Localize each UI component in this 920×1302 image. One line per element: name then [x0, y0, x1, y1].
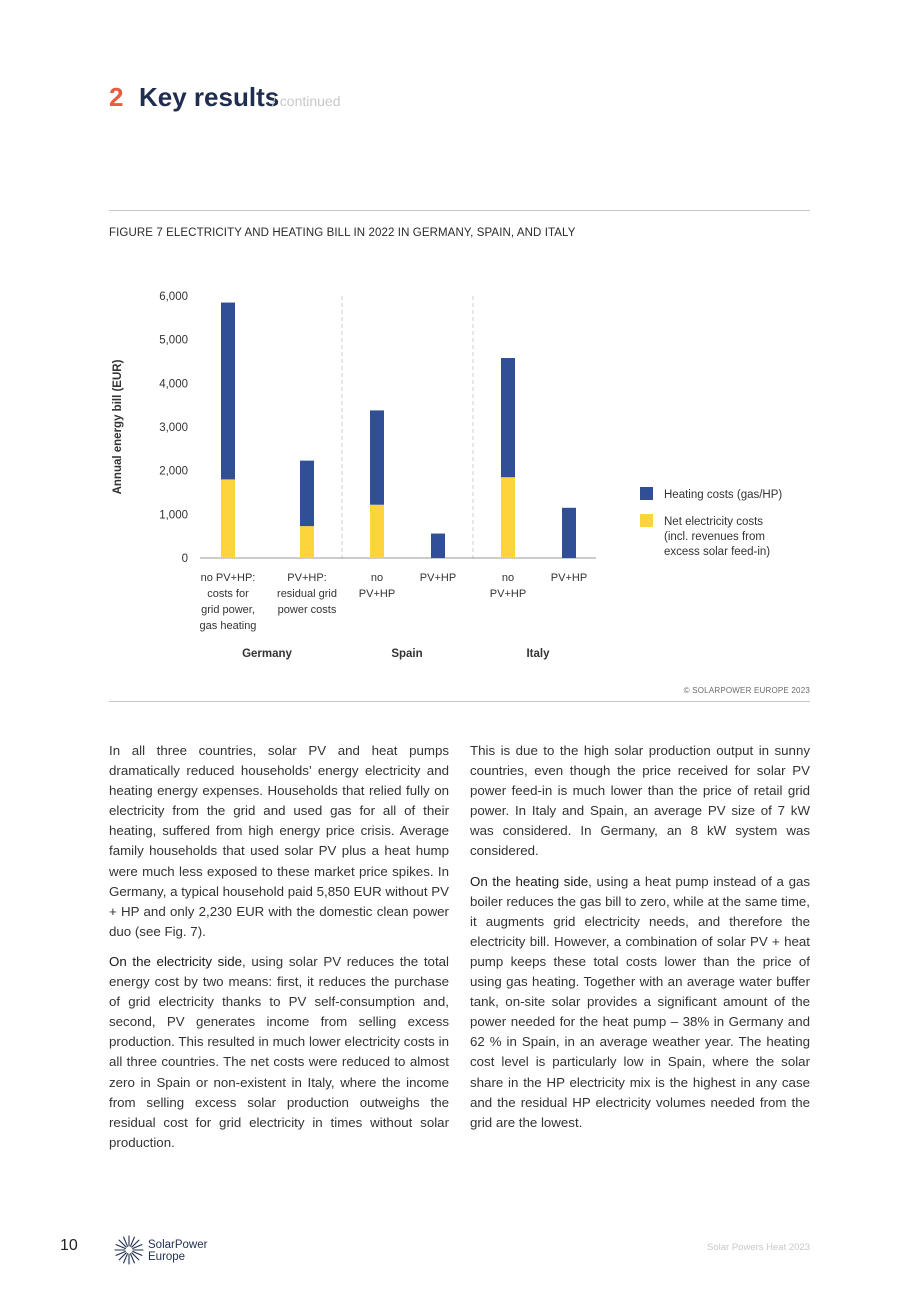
x-tick-label: costs for: [207, 588, 249, 600]
paragraph-3: [470, 741, 810, 862]
bar-heating: [370, 410, 384, 504]
x-tick-label: no PV+HP:: [200, 572, 256, 584]
body-column-left: [109, 741, 449, 1163]
figure-bottom-rule: [109, 701, 810, 702]
paragraph-2-text: , using solar PV reduces the total energy cost by two means: first, it reduces the purchase of grid electricity thanks to PV self-consumption and, second, PV generates income from selling excess production. This resulted in much lower electricity costs in all three countries. The net costs were reduced to almost zero in Spain or non-existent in Italy, where the income from selling excess solar production outweighs the residual cost for grid electricity in times without solar production.: [109, 953, 449, 1150]
y-tick-label: 3,000: [159, 422, 188, 434]
legend-label: excess solar feed-in): [664, 546, 771, 558]
bar-heating: [562, 508, 576, 558]
logo-line-2: Europe: [148, 1251, 186, 1263]
paragraph-4: [470, 872, 810, 1133]
bar-net-electricity: [221, 479, 235, 558]
paragraph-1: [109, 741, 449, 942]
x-tick-label: PV+HP:: [287, 572, 327, 584]
paragraph-4-text: , using a heat pump instead of a gas boiler reduces the gas bill to zero, while at the same time, it augments grid electricity needs, and therefore the electricity bill. However, a combination of solar PV + heat pump keeps these total costs lower than the price of using gas heating. Together with an average water buffer tank, on-site solar provides a significant amount of the power needed for the heat pump – 38% in Germany and 62 % in Spain, in an average weather year. The heating cost level is particularly low in Spain, where the solar share in the HP electricity mix is the highest in any case and the residual HP electricity volumes needed from the grid are the lowest.: [470, 873, 811, 1130]
paragraph-1-text: In all three countries, solar PV and heat pumps dramatically reduced households’ energy electricity and heating energy expenses. Households that relied fully on electricity from the grid and used gas for all of their heating, suffered from high energy price crisis. Average family households that used solar PV plus a heat hump were much less exposed to these market price spikes. In Germany, a typical household paid 5,850 EUR without PV + HP and only 2,230 EUR with the domestic clean power duo (see Fig. 7).: [109, 743, 449, 939]
x-tick-label: power costs: [277, 604, 337, 616]
section-continued-label: / continued: [272, 93, 341, 109]
bar-heating: [300, 461, 314, 526]
section-title: Key results: [139, 82, 280, 112]
group-label: Spain: [391, 648, 423, 660]
figure-label: FIGURE 7: [109, 227, 163, 239]
body-column-right: [470, 741, 810, 1143]
paragraph-4-lead: On the heating side: [470, 873, 589, 889]
paragraph-3-text: This is due to the high solar production output in sunny countries, even though the price received for solar PV power feed-in is much lower than the price of retail grid power. In Italy and Spain, an average PV size of 7 kW was considered. In Germany, an 8 kW system was considered.: [470, 743, 810, 859]
figure-caption: ELECTRICITY AND HEATING BILL IN 2022 IN GERMANY, SPAIN, AND ITALY: [166, 227, 576, 239]
x-tick-label: gas heating: [199, 620, 257, 632]
x-tick-label: no: [370, 572, 384, 584]
x-tick-label: PV+HP: [419, 572, 457, 584]
y-tick-label: 4,000: [159, 378, 188, 391]
group-label: Germany: [242, 648, 292, 660]
bar-heating: [501, 358, 515, 477]
section-number: 2: [109, 82, 124, 112]
logo-line-1: SolarPower: [148, 1239, 208, 1251]
x-tick-label: residual grid: [277, 588, 337, 600]
x-tick-label: PV+HP: [358, 588, 396, 600]
x-tick-label: PV+HP: [489, 588, 527, 600]
x-tick-label: grid power,: [201, 604, 255, 616]
figure-copyright: © SOLARPOWER EUROPE 2023: [683, 686, 810, 695]
x-tick-label: PV+HP: [550, 572, 588, 584]
paragraph-2-lead: On the electricity side: [109, 953, 243, 969]
legend-label: Heating costs (gas/HP): [664, 489, 783, 501]
y-tick-label: 6,000: [159, 291, 188, 303]
bar-net-electricity: [370, 505, 384, 558]
y-tick-label: 5,000: [159, 334, 188, 347]
x-tick-label: no: [501, 572, 515, 584]
y-axis-label: Annual energy bill (EUR): [112, 359, 124, 495]
logo-wordmark: [148, 1239, 207, 1263]
publication-title: Solar Powers Heat 2023: [707, 1242, 810, 1253]
y-tick-label: 2,000: [159, 465, 188, 478]
bar-heating: [431, 534, 445, 558]
group-label: Italy: [526, 648, 550, 660]
legend-label: Net electricity costs: [664, 516, 764, 528]
bar-heating: [221, 303, 235, 480]
legend-swatch: [640, 514, 653, 527]
bar-net-electricity: [300, 526, 314, 558]
y-tick-label: 1,000: [159, 509, 188, 522]
paragraph-2: [109, 952, 449, 1153]
solarpower-logo-icon: [114, 1234, 144, 1266]
legend-label: (incl. revenues from: [664, 531, 765, 543]
page-number: 10: [60, 1237, 78, 1254]
y-tick-label: 0: [181, 553, 188, 565]
legend-swatch: [640, 487, 653, 500]
bar-net-electricity: [501, 477, 515, 558]
